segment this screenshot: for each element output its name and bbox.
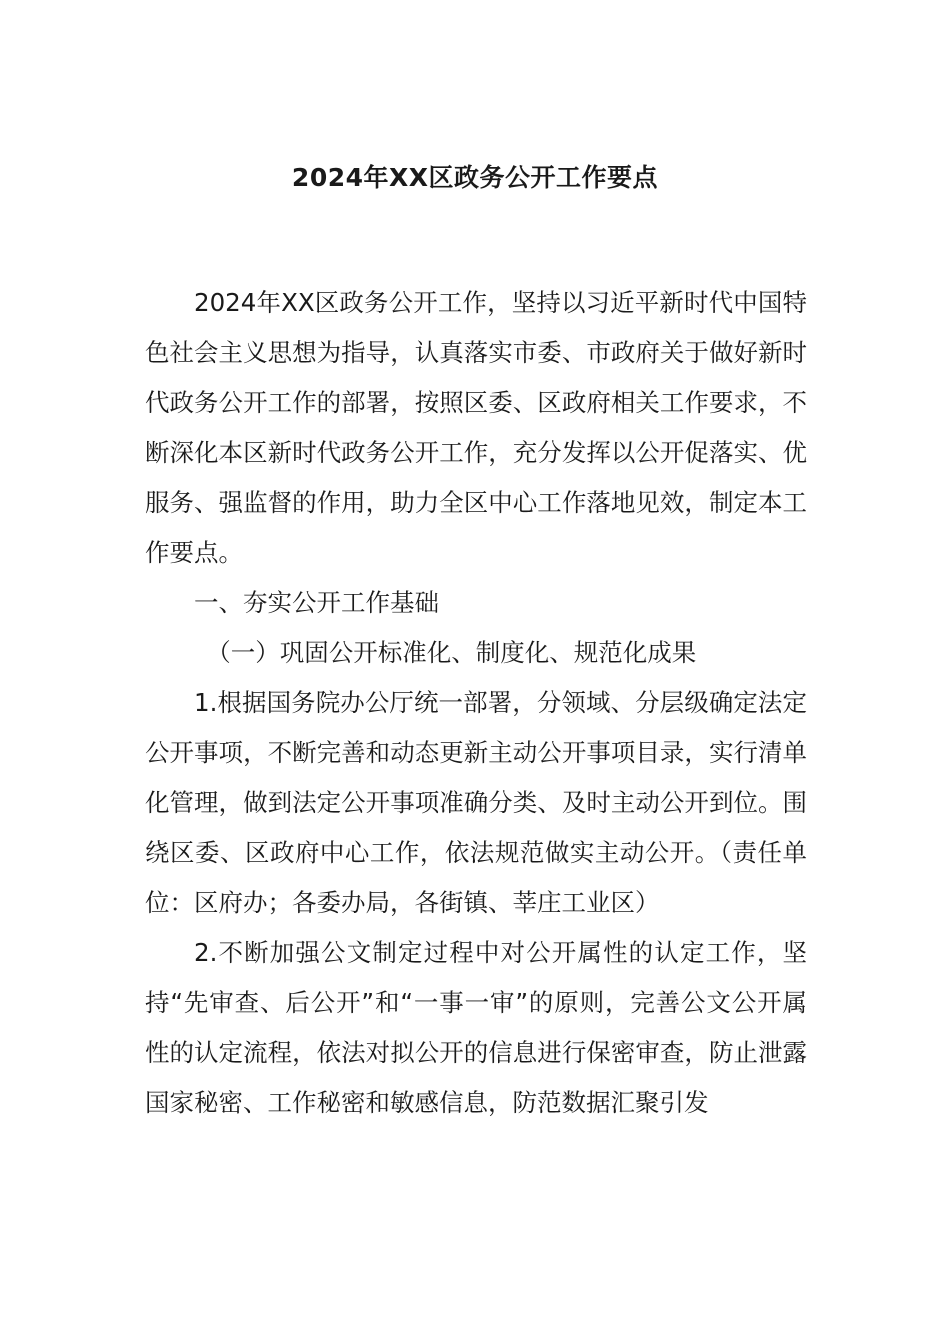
item-paragraph-2: 2.不断加强公文制定过程中对公开属性的认定工作，坚持“先审查、后公开”和“一事一审”的原则，完善公文公开属性的认定流程，依法对拟公开的信息进行保密审查，防止泄露国家秘密、工作秘密和敏感信息，防范数据汇聚引发 <box>145 938 807 1117</box>
section-heading-1: 一、夯实公开工作基础 <box>194 588 439 617</box>
item-paragraph-1: 1.根据国务院办公厅统一部署，分领域、分层级确定法定公开事项，不断完善和动态更新主动公开事项目录，实行清单化管理，做到法定公开事项准确分类、及时主动公开到位。围绕区委、区政府中心工作，依法规范做实主动公开。（责任单位：区府办；各委办局，各街镇、莘庄工业区） <box>145 688 807 917</box>
document-body <box>145 278 807 1128</box>
intro-paragraph: 2024年XX区政务公开工作，坚持以习近平新时代中国特色社会主义思想为指导，认真落实市委、市政府关于做好新时代政务公开工作的部署，按照区委、区政府相关工作要求，不断深化本区新时代政务公开工作，充分发挥以公开促落实、优服务、强监督的作用，助力全区中心工作落地见效，制定本工作要点。 <box>145 288 807 567</box>
document-title: 2024年XX区政务公开工作要点 <box>291 163 659 192</box>
subsection-heading-1: （一）巩固公开标准化、制度化、规范化成果 <box>206 638 697 667</box>
